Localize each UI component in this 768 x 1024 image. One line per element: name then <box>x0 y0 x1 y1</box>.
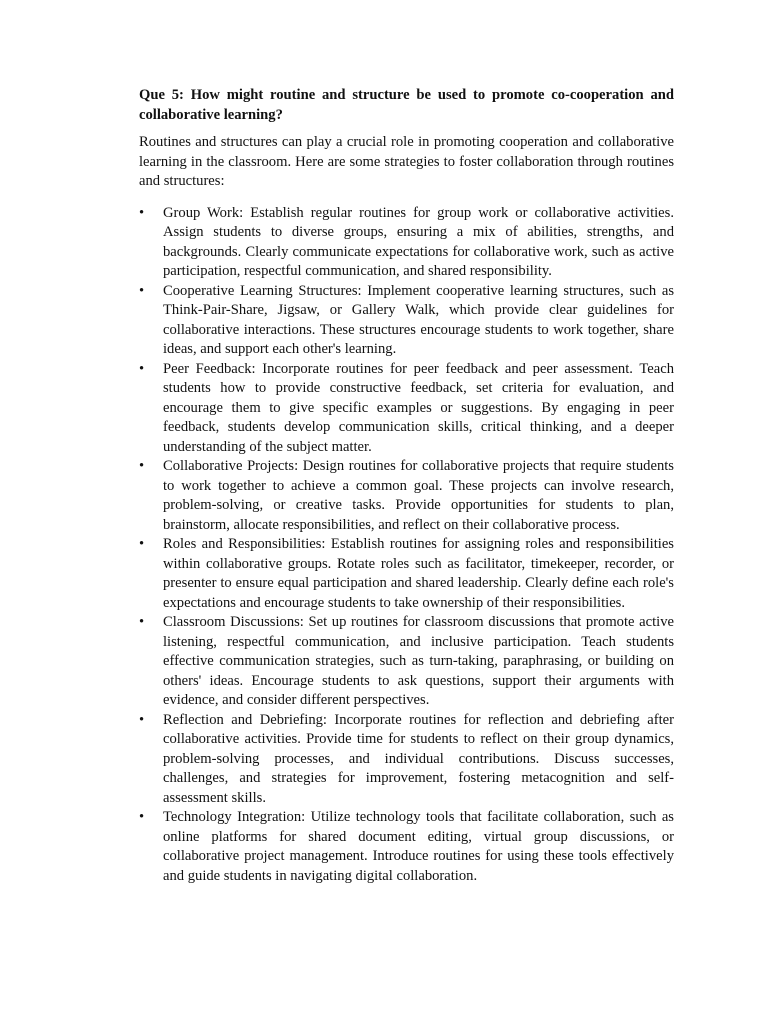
bullet-icon: • <box>139 204 145 221</box>
list-item <box>139 808 674 886</box>
bullet-icon: • <box>139 360 145 377</box>
list-item-text: Group Work: Establish regular routines for group work or collaborative activities. Assign students to diverse groups, ensuring a mix of abilities, strengths, and backgrounds. Clearly communicate expectations for collaborative work, such as active participation, respectful communication, and shared responsibility. <box>163 204 674 279</box>
list-item <box>139 282 674 360</box>
list-item-text: Reflection and Debriefing: Incorporate routines for reflection and debriefing after collaborative activities. Provide time for students to reflect on their group dynamics, problem-solving processes, and individual contributions. Discuss successes, challenges, and strategies for improvement, fostering metacognition and self-assessment skills. <box>163 711 674 806</box>
bullet-icon: • <box>139 282 145 299</box>
list-item <box>139 535 674 613</box>
list-item <box>139 360 674 458</box>
bullet-icon: • <box>139 458 145 474</box>
intro-paragraph: Routines and structures can play a crucial role in promoting cooperation and collaborative learning in the classroom. Here are some strategies to foster collaboration through routines and structures: <box>139 134 674 189</box>
list-item-text: Roles and Responsibilities: Establish routines for assigning roles and responsibilities within collaborative groups. Rotate roles such as facilitator, timekeeper, recorder, or presenter to ensure equal participation and shared leadership. Clearly define each role's expectations and encourage students to take ownership of their responsibilities. <box>163 536 674 611</box>
question-heading: Que 5: How might routine and structure be used to promote co-cooperation and collaborative learning? <box>139 87 674 123</box>
list-item-text: Classroom Discussions: Set up routines for classroom discussions that promote active listening, respectful communication, and inclusive participation. Teach students effective communication strategies, such as turn-taking, paraphrasing, or building on others' ideas. Encourage students to ask questions, support their arguments with evidence, and consider different perspectives. <box>163 614 674 708</box>
bullet-icon: • <box>139 614 145 630</box>
strategy-list <box>139 204 674 887</box>
bullet-icon: • <box>139 809 145 825</box>
bullet-icon: • <box>139 536 145 552</box>
list-item-text: Cooperative Learning Structures: Implement cooperative learning structures, such as Think-Pair-Share, Jigsaw, or Gallery Walk, which provide clear guidelines for collaborative interactions. These structures encourage students to work together, share ideas, and support each other's learning. <box>163 282 674 357</box>
list-item-text: Collaborative Projects: Design routines for collaborative projects that require students to work together to achieve a common goal. These projects can involve research, problem-solving, or creative tasks. Provide opportunities for students to plan, brainstorm, allocate responsibilities, and reflect on their collaborative process. <box>163 458 674 533</box>
list-item <box>139 204 674 282</box>
list-item-text: Technology Integration: Utilize technology tools that facilitate collaboration, such as online platforms for shared document editing, virtual group discussions, or collaborative project management. Introduce routines for using these tools effectively and guide students in navigating digital collaboration. <box>163 809 674 884</box>
list-item-text: Peer Feedback: Incorporate routines for peer feedback and peer assessment. Teach students how to provide constructive feedback, set criteria for evaluation, and encourage them to give specific examples or suggestions. By engaging in peer feedback, students develop communication skills, critical thinking, and a deeper understanding of the subject matter. <box>163 360 674 455</box>
bullet-icon: • <box>139 711 145 728</box>
list-item <box>139 711 674 809</box>
document-page <box>139 86 674 886</box>
list-item <box>139 457 674 535</box>
list-item <box>139 613 674 711</box>
